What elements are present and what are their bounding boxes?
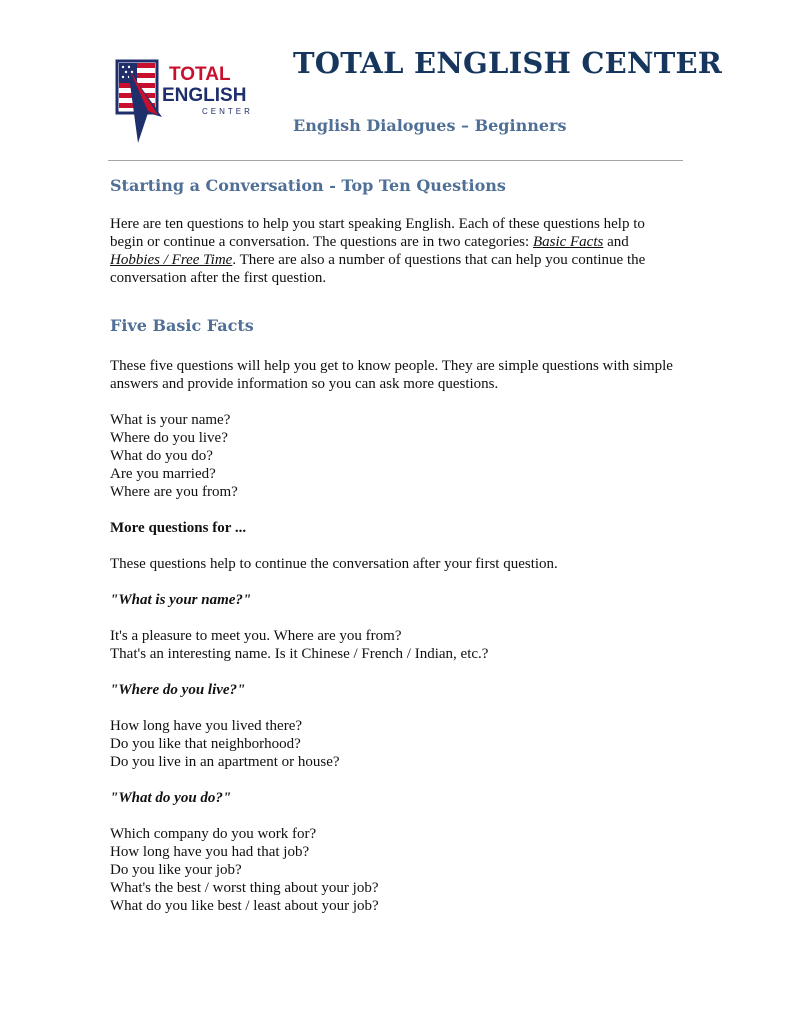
intro-text-3: . There are also a number of questions that can help you continue the conversation after the first question. xyxy=(110,252,646,286)
hobbies-free-time-link[interactable]: Hobbies / Free Time xyxy=(110,252,233,268)
group-title-do: "What do you do?" xyxy=(110,790,232,806)
list-item: What's the best / worst thing about your job? xyxy=(110,880,379,896)
list-item: That's an interesting name. Is it Chinese / French / Indian, etc.? xyxy=(110,646,489,662)
header-divider xyxy=(108,160,683,161)
list-item: How long have you lived there? xyxy=(110,718,303,734)
list-item: Where do you live? xyxy=(110,430,228,446)
intro-text-1: Here are ten questions to help you start speaking English. Each of these questions help to begin or continue a conversation. The questions are in two categories: xyxy=(110,216,645,250)
flag-arrow-logo-icon xyxy=(114,57,268,147)
total-english-center-logo xyxy=(114,57,268,147)
logo-word-center: CENTER xyxy=(202,107,253,116)
list-item: It's a pleasure to meet you. Where are you from? xyxy=(110,628,402,644)
basic-facts-link[interactable]: Basic Facts xyxy=(532,234,604,250)
basic-facts-list xyxy=(110,411,675,501)
page-subtitle: English Dialogues – Beginners xyxy=(293,116,567,135)
list-item: Are you married? xyxy=(110,466,216,482)
more-questions-heading: More questions for ... xyxy=(110,520,247,536)
list-item: Do you like your job? xyxy=(110,862,242,878)
list-item: Where are you from? xyxy=(110,484,238,500)
group-title-live: "Where do you live?" xyxy=(110,682,246,698)
basic-facts-heading: Five Basic Facts xyxy=(110,316,254,335)
list-item: What do you like best / least about your job? xyxy=(110,898,379,914)
more-questions-description: These questions help to continue the conversation after your first question. xyxy=(110,556,558,572)
list-item: What do you do? xyxy=(110,448,213,464)
list-item: Which company do you work for? xyxy=(110,826,317,842)
logo-word-english: ENGLISH xyxy=(162,85,247,106)
intro-text-2: and xyxy=(603,234,629,250)
page-title: TOTAL ENGLISH CENTER xyxy=(293,46,723,80)
intro-paragraph xyxy=(110,215,675,287)
intro-heading: Starting a Conversation - Top Ten Questions xyxy=(110,176,506,195)
logo-word-total: TOTAL xyxy=(169,64,231,85)
list-item: What is your name? xyxy=(110,412,231,428)
list-item: Do you live in an apartment or house? xyxy=(110,754,340,770)
list-item: How long have you had that job? xyxy=(110,844,310,860)
document-body xyxy=(110,175,675,915)
group-title-name: "What is your name?" xyxy=(110,592,252,608)
list-item: Do you like that neighborhood? xyxy=(110,736,301,752)
basic-facts-description: These five questions will help you get to know people. They are simple questions with simple answers and provide information so you can ask more questions. xyxy=(110,358,673,392)
